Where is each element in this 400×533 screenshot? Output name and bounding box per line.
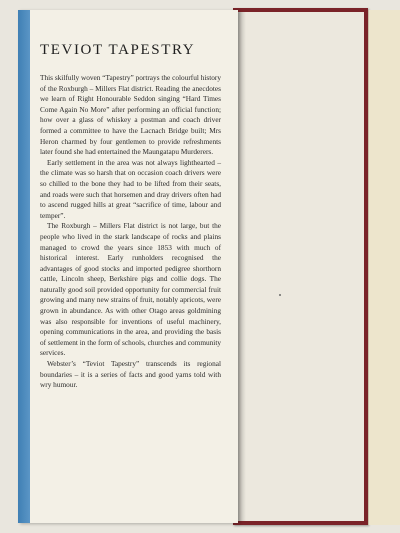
flap-title: TEVIOT TAPESTRY bbox=[40, 42, 196, 58]
facing-page-edge bbox=[368, 10, 400, 525]
endpaper bbox=[238, 12, 364, 521]
flap-blue-stripe bbox=[18, 10, 30, 523]
paper-speck bbox=[279, 294, 281, 296]
endpaper-shadow bbox=[238, 12, 246, 521]
blurb-paragraph-1: This skilfully woven “Tapestry” portrays the colourful history of the Roxburgh – Millers Flat district. Reading the anecdotes we learn of Right Honourable Seddon singing “Hard Times Come Again No More” after performing an official function; how over a glass of whiskey a postman and coach driver formed a committee to have the Lacnach Bridge built; Mrs Heron charmed by four gentlemen to provide refreshments later found she had entertained the Maungatapu Murderers. bbox=[40, 73, 221, 157]
blurb-paragraph-3: The Roxburgh – Millers Flat district is not large, but the people who lived in the stark landscape of rocks and plains managed to crowd the years since 1853 with much of historical interest. Early runholders recognised the advantages of good stocks and imported pedigree shorthorn cattle, Lincoln sheep, Berkshire pigs and collie dogs. The naturally good soil provided opportunity for commercial fruit growing and many new strains of fruit, notably apricots, were grown in abundance. As with other Otago areas goldmining was also responsible for inventions of useful machinery, opening communications in the area, and providing the basis of settlement in the form of schools, churches and community services. bbox=[40, 221, 221, 358]
blurb-paragraph-4: Webster’s “Teviot Tapestry” transcends its regional boundaries – it is a series of facts and good yarns told with wry humour. bbox=[40, 359, 221, 390]
blurb-paragraph-2: Early settlement in the area was not always lighthearted – the climate was so harsh that on occasion coach drivers were so chilled to the bone they had to be lifted from their seats, and roads were such that horsemen and dray drivers often had to ascend rugged hills at great “sacrifice of time, labour and temper”. bbox=[40, 157, 221, 220]
flap-blurb bbox=[40, 73, 221, 391]
